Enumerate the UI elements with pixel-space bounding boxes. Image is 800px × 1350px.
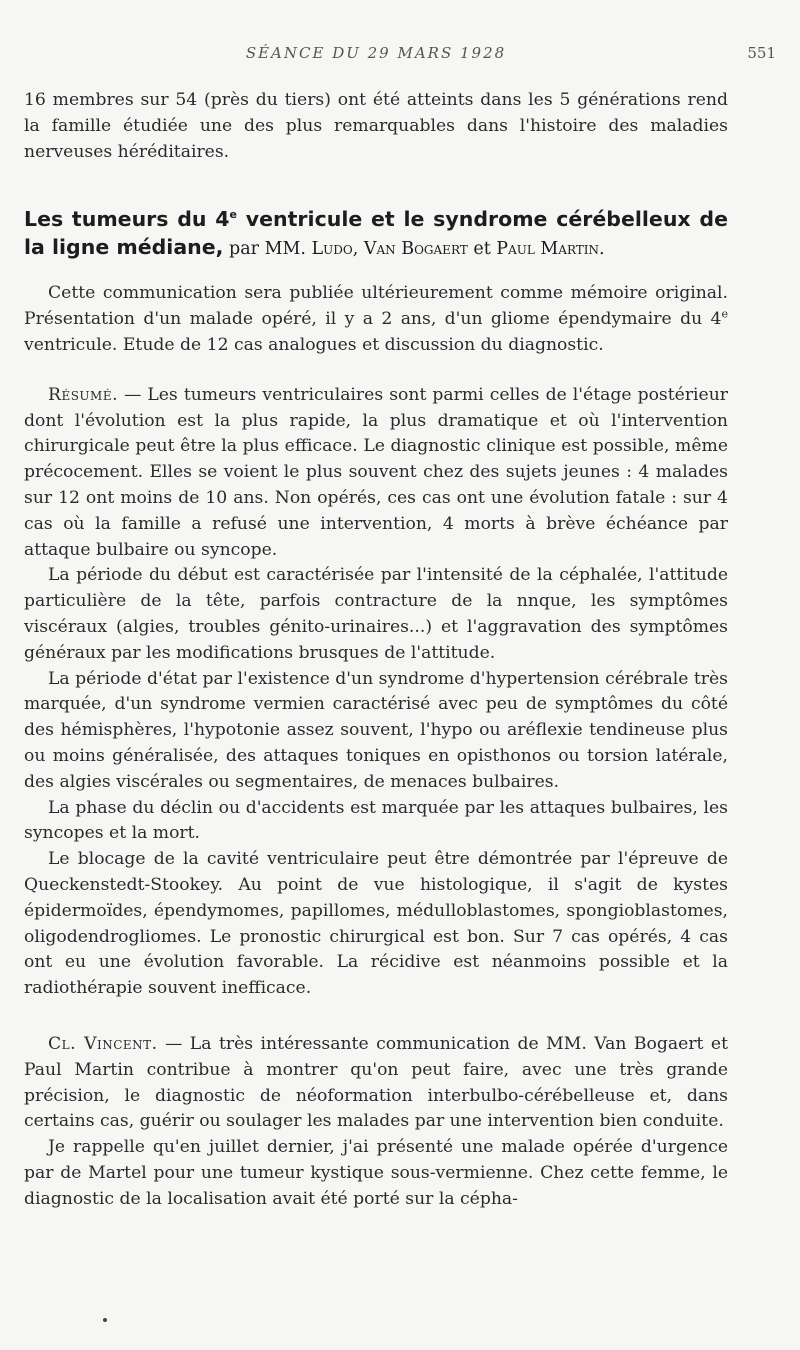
resume-text: — Les tumeurs ventriculaires sont parmi celles de l'étage postérieur dont l'évolution est la plus rapide, la plus dramatique et où l'intervention chirurgicale peut être la plus efficace. Le diagnostic clinique est possible, même précocement. Elles se voient le plus souvent chez des sujets jeunes : 4 malades sur 12 ont moins de 10 ans. Non opérés, ces cas ont une évolution fatale : sur 4 cas où la famille a refusé une intervention, 4 morts à brève échéance par attaque bulbaire ou syncope. xyxy=(24,384,728,560)
author-1: Ludo, Van Bogaert xyxy=(311,239,468,260)
page-header xyxy=(24,44,776,72)
authors-prefix: par MM. xyxy=(223,239,312,260)
last-paragraph: Je rappelle qu'en juillet dernier, j'ai présenté une malade opérée d'urgence par de Martel pour une tumeur kystique sous-vermienne. Chez cette femme, le diagnostic de la localisation avait été porté sur la cépha- xyxy=(24,1137,728,1209)
resume-label: Résumé. xyxy=(48,384,119,405)
title-part2: ventricule et le syndrome cérébelleux de la ligne médiane, xyxy=(24,207,728,260)
authors-end: . xyxy=(599,239,605,260)
stray-dot-mark xyxy=(103,1318,107,1322)
body-paragraph: Le blocage de la cavité ventriculaire peut être démontrée par l'épreuve de Queckenstedt-Stookey. Au point de vue histologique, il s'agit de kystes épidermoïdes, épendymomes, papillomes, médulloblastomes, spongioblastomes, oligodendrogliomes. Le pronostic chirurgical est bon. Sur 7 cas opérés, 4 cas ont eu une évolution favorable. La récidive est néanmoins possible et la radiothérapie souvent inefficace. xyxy=(24,849,728,999)
communication-superscript: e xyxy=(721,307,728,321)
resume-paragraph xyxy=(24,383,728,564)
communication-text-2: ventricule. Etude de 12 cas analogues et discussion du diagnostic. xyxy=(24,334,604,355)
page-number: 551 xyxy=(747,44,776,62)
communication-paragraph xyxy=(24,281,728,358)
vincent-text: — La très intéressante communication de MM. Van Bogaert et Paul Martin contribue à montrer qu'on peut faire, avec une très grande précision, le diagnostic de néoformation interbulbo-cérébelleuse et, dans certains cas, guérir ou soulager les malades par une intervention bien conduite. xyxy=(24,1033,729,1132)
authors-line xyxy=(223,239,604,259)
communication-text-1: Cette communication sera publiée ultérieurement comme mémoire original. Présentation d'un malade opéré, il y a 2 ans, d'un gliome épendymaire du 4 xyxy=(24,283,728,330)
body-paragraph: La période du début est caractérisée par l'intensité de la céphalée, l'attitude particulière de la tête, parfois contracture de la nnque, les symptômes viscéraux (algies, troubles génito-urinaires...) et l'aggravation des symptômes généraux par les modifications brusques de l'attitude. xyxy=(24,565,728,663)
title-part1: Les tumeurs du 4 xyxy=(24,207,230,232)
vincent-label: Cl. Vincent. xyxy=(48,1033,158,1054)
vincent-paragraph xyxy=(24,1032,728,1135)
title-superscript: e xyxy=(229,208,238,222)
intro-paragraph: 16 membres sur 54 (près du tiers) ont été atteints dans les 5 générations rend la famille étudiée une des plus remarquables dans l'histoire des maladies nerveuses héréditaires. xyxy=(24,90,728,162)
author-2: Paul Martin xyxy=(496,239,600,260)
body-paragraph: La période d'état par l'existence d'un syndrome d'hypertension cérébrale très marquée, d'un syndrome vermien caractérisé avec peu de symptômes du côté des hémisphères, l'hypotonie assez souvent, l'hypo ou aréflexie tendineuse plus ou moins généralisée, des attaques toniques en opisthonos ou torsion latérale, des algies viscérales ou segmentaires, de menaces bulbaires. xyxy=(24,668,728,792)
running-title: SÉANCE DU 29 MARS 1928 xyxy=(245,44,507,62)
body-paragraph: La phase du déclin ou d'accidents est marquée par les attaques bulbaires, les syncopes et la mort. xyxy=(24,797,728,844)
article-title xyxy=(24,205,728,263)
authors-and: et xyxy=(467,239,497,260)
